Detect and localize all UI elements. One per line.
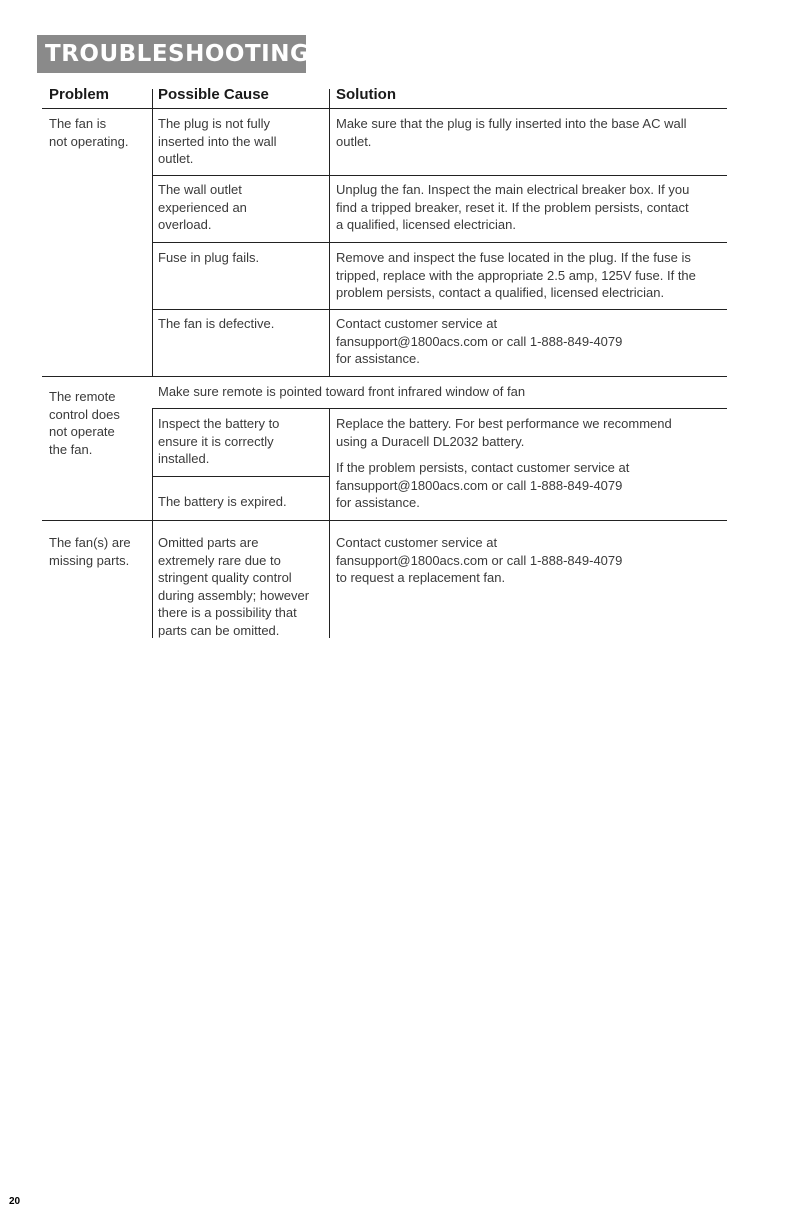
column-divider [329,108,330,376]
header-solution: Solution [336,86,396,103]
header-possible-cause: Possible Cause [158,86,269,103]
cause-fuse-fails: Fuse in plug fails. [158,250,260,265]
page-title: TROUBLESHOOTING [37,35,306,73]
section-divider [42,520,727,521]
row-divider [152,476,329,477]
cause-plug-not-inserted: The plug is not fully inserted into the wall outlet. [158,116,277,166]
row-divider [152,242,727,243]
page-number: 20 [9,1196,21,1207]
solution-missing-parts: Contact customer service at fansupport@1800acs.com or call 1-888-849-4079 to request a replacement fan. [336,535,623,585]
cause-fan-defective: The fan is defective. [158,316,275,331]
row-divider [152,408,727,409]
row-divider [152,309,727,310]
column-divider [152,520,153,638]
column-divider [152,108,153,376]
row-divider [152,175,727,176]
cause-battery-installed: Inspect the battery to ensure it is correctly installed. [158,416,280,466]
solution-defective: Contact customer service at fansupport@1800acs.com or call 1-888-849-4079 for assistance. [336,316,623,366]
problem-remote-not-operating: The remote control does not operate the fan. [49,389,120,457]
header-problem: Problem [49,86,110,103]
solution-fuse: Remove and inspect the fuse located in the plug. If the fuse is tripped, replace with the appropriate 2.5 amp, 125V fuse. If the problem persists, contact a qualified, licensed electrician. [336,250,696,300]
solution-battery: Replace the battery. For best performance we recommend using a Duracell DL2032 battery. [336,416,672,449]
column-divider [152,408,153,520]
problem-fan-not-operating: The fan is not operating. [49,116,129,149]
column-divider [152,89,153,108]
column-divider [329,520,330,638]
solution-plug: Make sure that the plug is fully inserted into the base AC wall outlet. [336,116,687,149]
solution-remote-contact: If the problem persists, contact customer service at fansupport@1800acs.com or call 1-888-849-4079 for assistance. [336,460,630,510]
problem-missing-parts: The fan(s) are missing parts. [49,535,131,568]
cause-outlet-overload: The wall outlet experienced an overload. [158,182,247,232]
cause-omitted-parts: Omitted parts are extremely rare due to stringent quality control during assembly; however there is a possibility that parts can be omitted. [158,535,310,638]
header-rule [42,108,727,109]
column-divider [329,89,330,108]
column-divider [329,408,330,520]
remote-note: Make sure remote is pointed toward front infrared window of fan [158,384,526,399]
solution-outlet: Unplug the fan. Inspect the main electrical breaker box. If you find a tripped breaker, reset it. If the problem persists, contact a qualified, licensed electrician. [336,182,690,232]
cause-battery-expired: The battery is expired. [158,494,287,509]
section-divider [42,376,727,377]
